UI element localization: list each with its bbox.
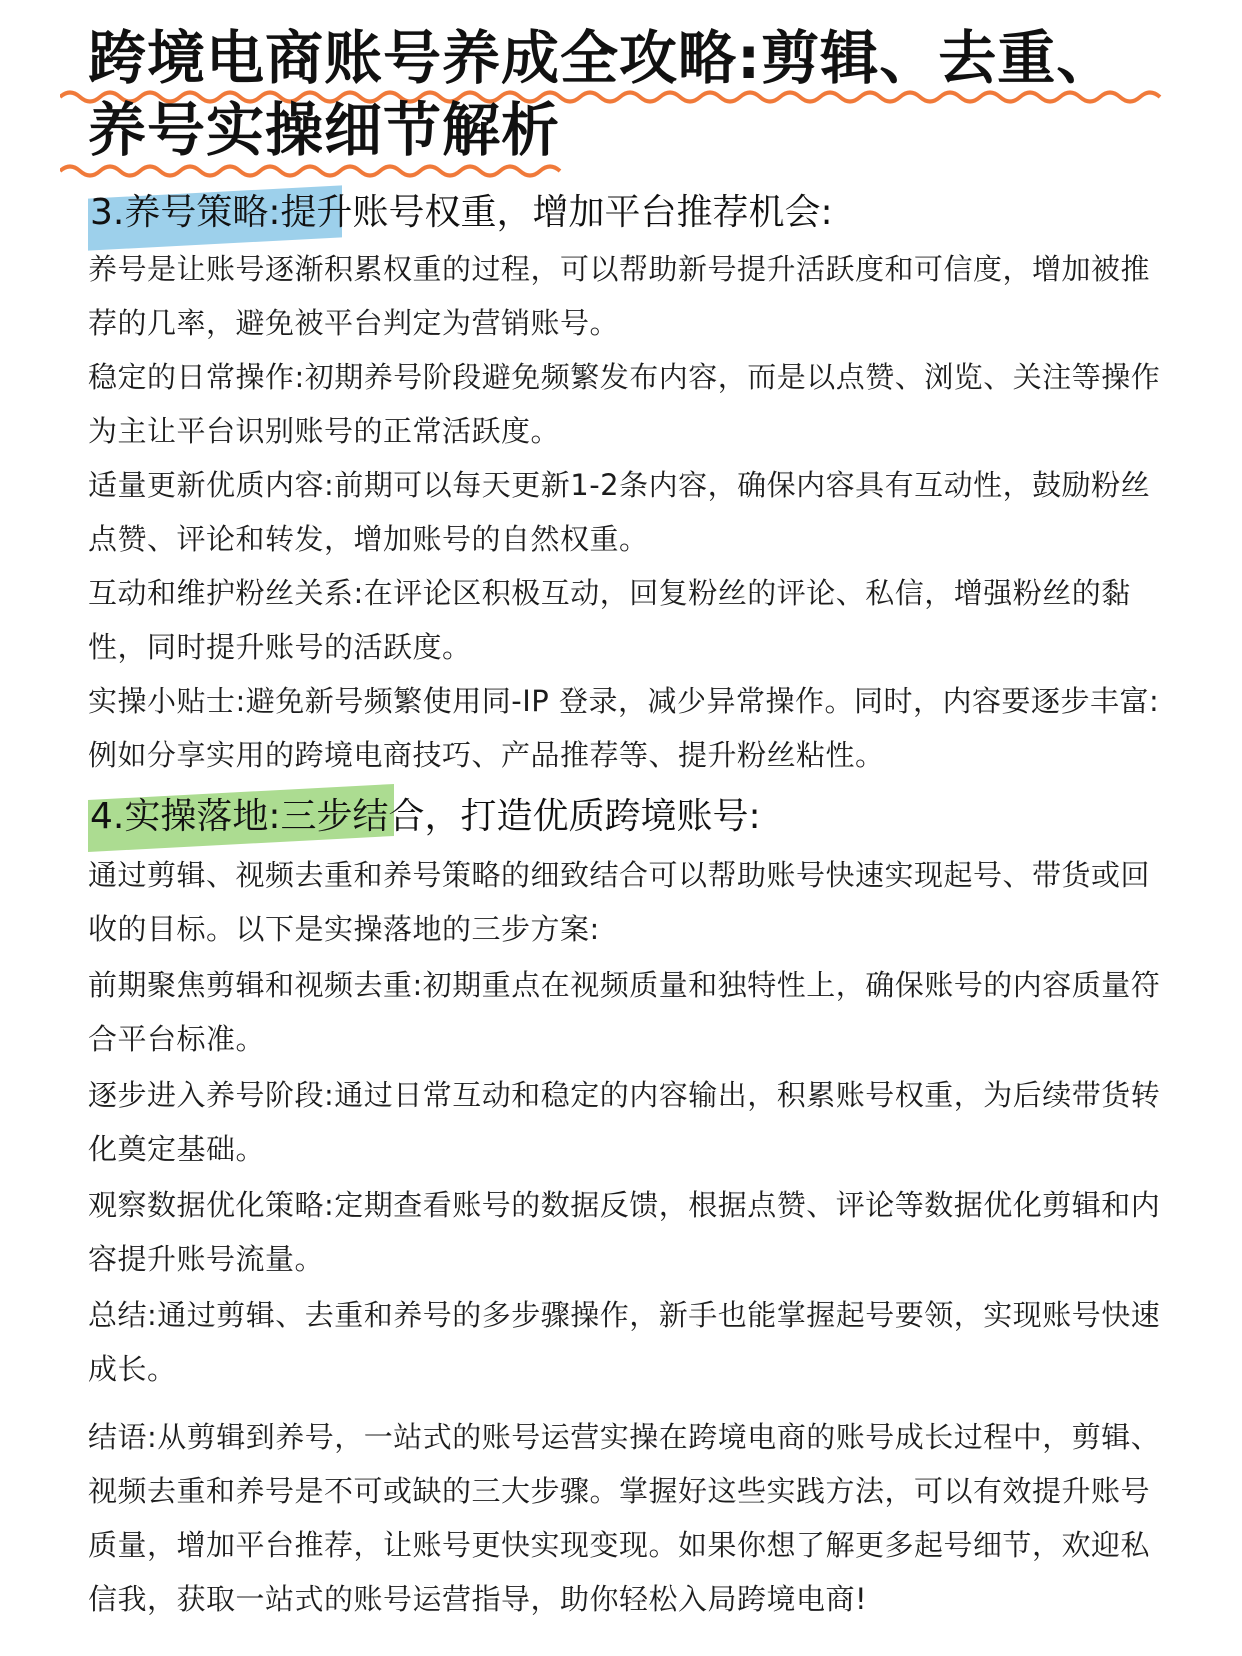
section-3-paragraph-2: 稳定的日常操作:初期养号阶段避免频繁发布内容，而是以点赞、浏览、关注等操作为主让平台识别账号的正常活跃度。	[88, 360, 1161, 448]
conclusion-paragraph: 结语:从剪辑到养号，一站式的账号运营实操在跨境电商的账号成长过程中，剪辑、视频去重和养号是不可或缺的三大步骤。掌握好这些实践方法，可以有效提升账号质量，增加平台推荐，让账号更快实现变现。如果你想了解更多起号细节，欢迎私信我，获取一站式的账号运营指导，助你轻松入局跨境电商!	[88, 1420, 1161, 1616]
section-3-paragraph-4: 互动和维护粉丝关系:在评论区积极互动，回复粉丝的评论、私信，增强粉丝的黏性，同时提升账号的活跃度。	[88, 576, 1131, 664]
section-3-paragraph-1: 养号是让账号逐渐积累权重的过程，可以帮助新号提升活跃度和可信度，增加被推荐的几率，避免被平台判定为营销账号。	[88, 252, 1151, 340]
section-3-heading: 3.养号策略:提升账号权重，增加平台推荐机会:	[90, 192, 833, 233]
title-line-1	[88, 22, 1188, 94]
section-4-paragraph-4: 观察数据优化策略:定期查看账号的数据反馈，根据点赞、评论等数据优化剪辑和内容提升账号流量。	[88, 1188, 1161, 1276]
section-4-paragraph-1: 通过剪辑、视频去重和养号策略的细致结合可以帮助账号快速实现起号、带货或回收的目标。以下是实操落地的三步方案:	[88, 858, 1151, 946]
section-4-heading: 4.实操落地:三步结合，打造优质跨境账号:	[90, 796, 761, 837]
section-4-paragraph-5: 总结:通过剪辑、去重和养号的多步骤操作，新手也能掌握起号要领，实现账号快速成长。	[88, 1298, 1161, 1386]
title-block	[88, 22, 1188, 166]
section-3-paragraph-3: 适量更新优质内容:前期可以每天更新1-2条内容，确保内容具有互动性，鼓励粉丝点赞、评论和转发，增加账号的自然权重。	[88, 468, 1151, 556]
section-3-paragraph-5: 实操小贴士:避免新号频繁使用同-IP 登录，减少异常操作。同时，内容要逐步丰富:例如分享实用的跨境电商技巧、产品推荐等、提升粉丝粘性。	[88, 684, 1160, 772]
title-text-1: 跨境电商账号养成全攻略:剪辑、去重、	[88, 24, 1116, 92]
title-text-2: 养号实操细节解析	[88, 96, 561, 164]
section-4-paragraph-2: 前期聚焦剪辑和视频去重:初期重点在视频质量和独特性上，确保账号的内容质量符合平台标准。	[88, 968, 1161, 1056]
section-4-paragraph-3: 逐步进入养号阶段:通过日常互动和稳定的内容输出，积累账号权重，为后续带货转化奠定基础。	[88, 1078, 1161, 1166]
